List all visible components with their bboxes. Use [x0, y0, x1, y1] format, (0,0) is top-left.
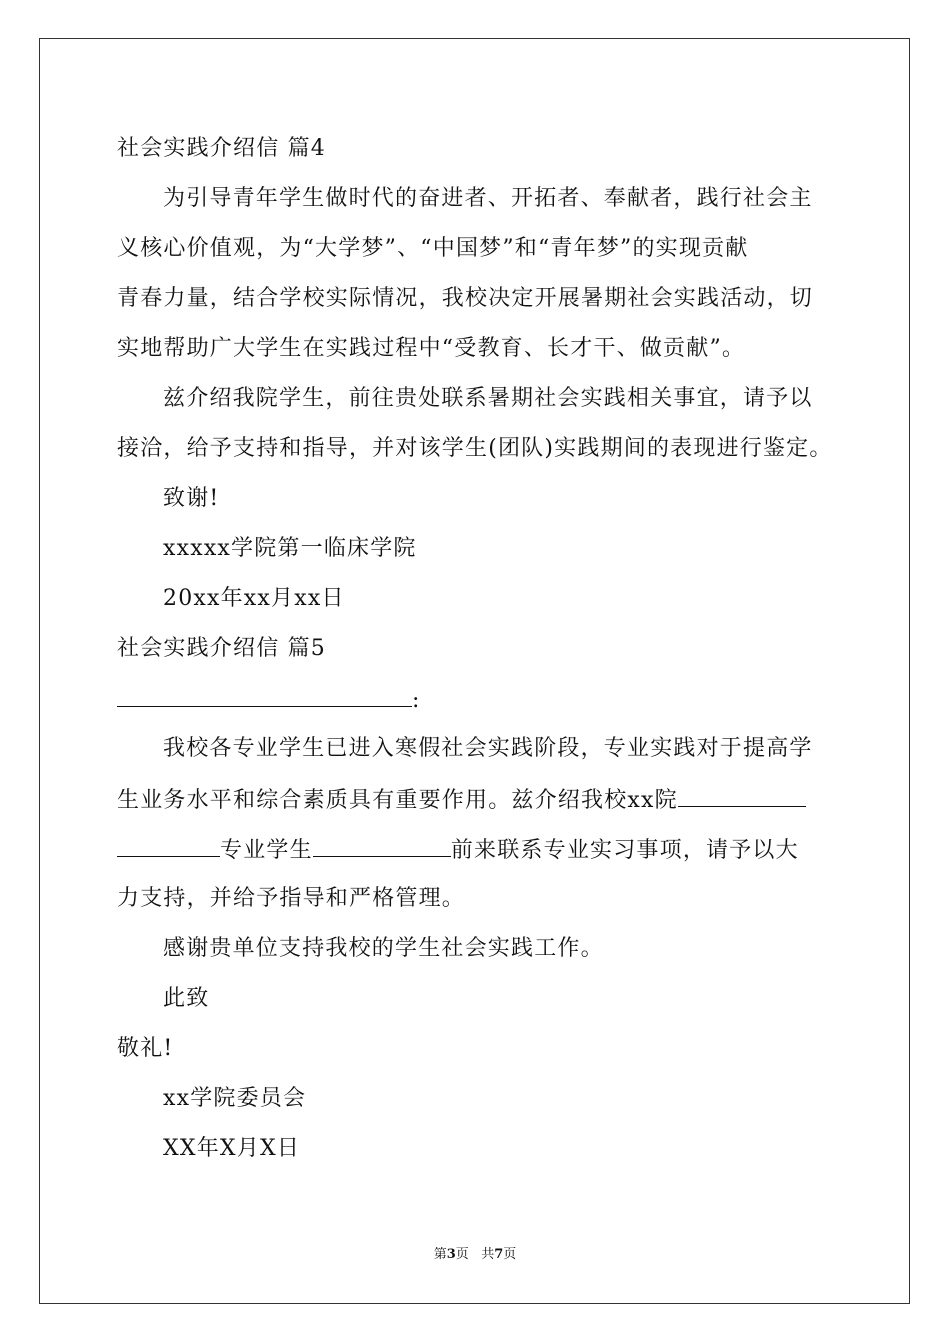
section4-paragraph2-line1: 兹介绍我院学生，前往贵处联系暑期社会实践相关事宜，请予以: [163, 386, 813, 411]
student-name-blank: [313, 834, 451, 857]
section4-thanks: 致谢!: [163, 486, 220, 511]
contact-text: 前来联系专业实习事项，请予以大: [450, 838, 799, 863]
section5-paragraph1-line2-text: 生业务水平和综合素质具有重要作用。兹介绍我校xx院: [117, 788, 678, 813]
page-prefix: 第: [433, 1247, 447, 1262]
section5-salutation: [117, 684, 421, 716]
section4-paragraph1-line1: 为引导青年学生做时代的奋进者、开拓者、奉献者，践行社会主: [163, 186, 813, 211]
page-number: 3: [446, 1247, 456, 1262]
section5-paragraph1-line3: [117, 834, 799, 866]
section4-signature: xxxxx学院第一临床学院: [163, 536, 417, 561]
total-suffix: 页: [503, 1247, 517, 1262]
page-footer: [0, 1246, 950, 1264]
section5-signature: xx学院委员会: [163, 1086, 307, 1111]
major-blank: [117, 834, 220, 857]
section4-paragraph1-line2: 义核心价值观，为“大学梦”、“中国梦”和“青年梦”的实现贡献: [117, 236, 749, 261]
section4-heading: 社会实践介绍信 篇4: [117, 136, 326, 161]
section4-date: 20xx年xx月xx日: [163, 586, 345, 611]
section4-paragraph2-line2: 接洽，给予支持和指导，并对该学生(团队)实践期间的表现进行鉴定。: [117, 436, 833, 461]
major-students-text: 专业学生: [220, 838, 313, 863]
section5-paragraph2: 感谢贵单位支持我校的学生社会实践工作。: [163, 936, 604, 961]
salutation-colon: :: [412, 688, 421, 713]
section5-heading: 社会实践介绍信 篇5: [117, 636, 326, 661]
page-suffix: 页: [455, 1247, 469, 1262]
section4-paragraph1-line3: 青春力量，结合学校实际情况，我校决定开展暑期社会实践活动，切: [117, 286, 814, 311]
college-blank: [678, 784, 806, 807]
section5-paragraph1-line2: [117, 784, 806, 816]
total-prefix: 共: [481, 1247, 495, 1262]
total-pages: 7: [494, 1247, 504, 1262]
section5-paragraph1-line1: 我校各专业学生已进入寒假社会实践阶段，专业实践对于提高学: [163, 736, 813, 761]
section5-closing2: 敬礼!: [117, 1036, 174, 1061]
page-frame: [39, 38, 910, 1304]
section5-paragraph1-line4: 力支持，并给予指导和严格管理。: [117, 886, 466, 911]
section5-date: XX年X月X日: [163, 1136, 301, 1161]
recipient-blank: [117, 684, 412, 707]
section5-closing1: 此致: [163, 986, 210, 1011]
section4-paragraph1-line4: 实地帮助广大学生在实践过程中“受教育、长才干、做贡献”。: [117, 336, 746, 361]
